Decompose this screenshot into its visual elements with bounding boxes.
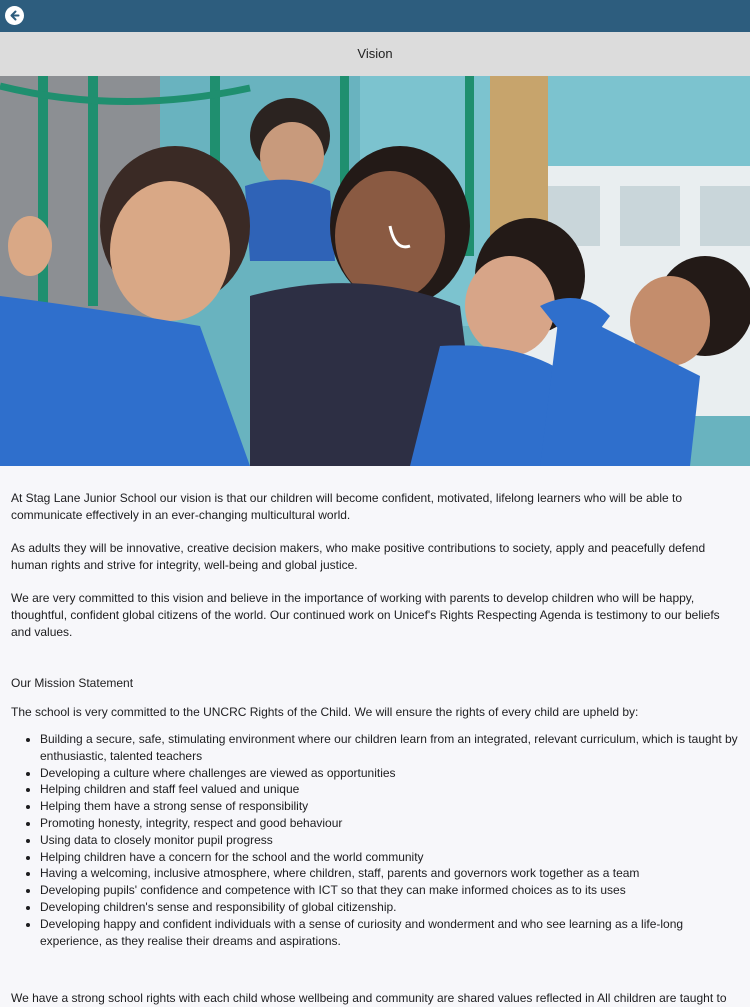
vision-paragraph: We are very committed to this vision and believe in the importance of working with parents to develop children who will be happy, thoughtful, confident global citizens of the world. Our continued work on Unicef's Rights Respecting Agenda is testimony to our beliefs and values. xyxy=(11,591,720,639)
vision-content xyxy=(11,490,739,949)
hero-photo xyxy=(0,76,750,466)
mission-list-item: • Promoting honesty, integrity, respect and good behaviour xyxy=(40,815,739,832)
back-button[interactable] xyxy=(5,6,24,25)
vision-paragraph: As adults they will be innovative, creative decision makers, who make positive contributions to society, apply and peacefully defend human rights and strive for integrity, well-being and global justice. xyxy=(11,541,706,572)
mission-list-item: • Helping children and staff feel valued and unique xyxy=(40,781,739,798)
back-arrow-icon xyxy=(8,9,21,22)
mission-list-item: • Building a secure, safe, stimulating environment where our children learn from an integrated, relevant curriculum, which is taught by enthusiastic, talented teachers xyxy=(40,731,739,765)
cut-off-paragraph: We have a strong school rights with each child whose wellbeing and community are shared values reflected in All children are taught to xyxy=(11,991,727,1005)
vision-paragraph: At Stag Lane Junior School our vision is that our children will become confident, motivated, lifelong learners who will be able to communicate effectively in an ever-changing multicultural world. xyxy=(11,491,683,522)
mission-list-item: • Helping them have a strong sense of responsibility xyxy=(40,798,739,815)
mission-list-item: • Helping children have a concern for the school and the world community xyxy=(40,849,739,866)
mission-list-item: • Using data to closely monitor pupil progress xyxy=(40,832,739,849)
mission-list-item: • Having a welcoming, inclusive atmosphere, where children, staff, parents and governors work together as a team xyxy=(40,865,739,882)
mission-list-item: • Developing a culture where challenges are viewed as opportunities xyxy=(40,765,739,782)
hero-photo-illustration xyxy=(0,76,750,466)
mission-list xyxy=(11,731,739,949)
top-app-bar xyxy=(0,0,750,32)
mission-list-item: • Developing happy and confident individuals with a sense of curiosity and wonderment and who see learning as a life-long experience, as they realise their dreams and aspirations. xyxy=(40,916,739,950)
mission-list-item: • Developing children's sense and responsibility of global citizenship. xyxy=(40,899,739,916)
mission-intro: The school is very committed to the UNCRC Rights of the Child. We will ensure the rights of every child are upheld by: xyxy=(11,705,639,719)
mission-heading: Our Mission Statement xyxy=(11,676,134,690)
mission-list-item: • Developing pupils' confidence and competence with ICT so that they can make informed choices as to its uses xyxy=(40,882,739,899)
page-title: Vision xyxy=(0,32,750,77)
